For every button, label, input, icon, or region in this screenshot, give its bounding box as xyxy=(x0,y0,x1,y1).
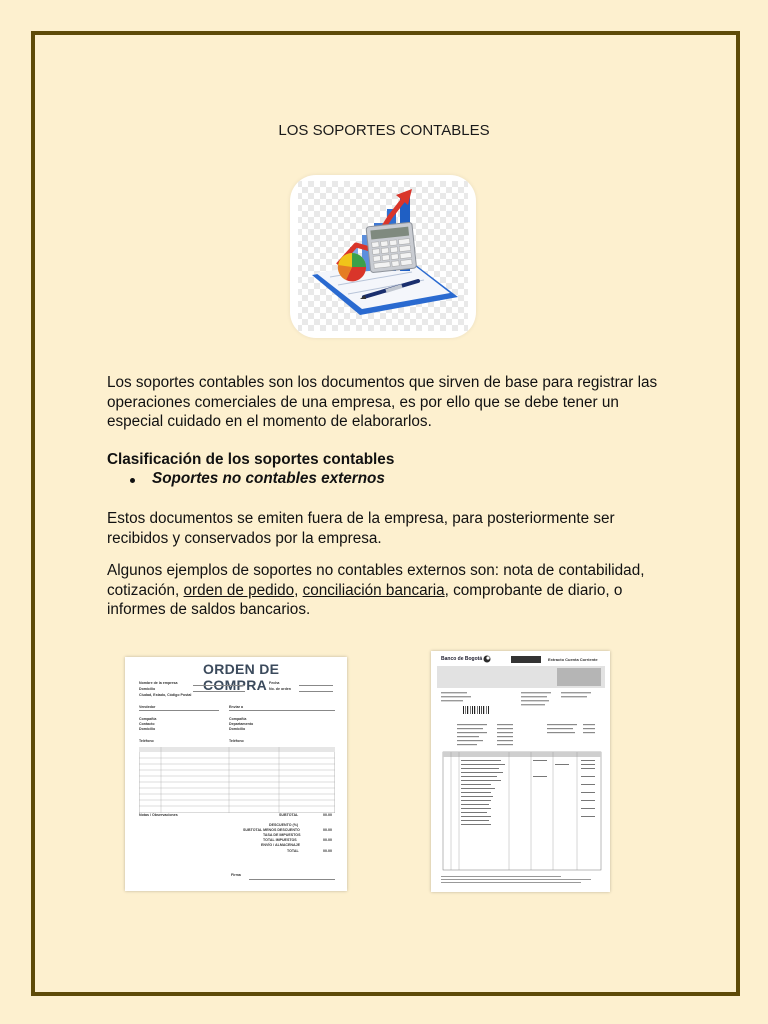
po-field-line xyxy=(229,710,335,711)
po-tax-rate: TASA DE IMPUESTOS xyxy=(263,833,301,837)
accounting-chart-icon xyxy=(290,175,476,338)
examples-paragraph xyxy=(107,561,667,620)
po-subtotal: SUBTOTAL xyxy=(279,813,299,817)
page-title: LOS SOPORTES CONTABLES xyxy=(278,122,490,139)
po-city: Ciudad, Estado, Código Postal xyxy=(139,693,192,697)
po-total-tax: TOTAL IMPUESTOS xyxy=(263,838,297,842)
po-phone: Teléfono xyxy=(139,739,154,743)
po-field-line xyxy=(193,691,245,692)
po-subtotal-value: 00.00 xyxy=(323,813,332,817)
po-shipping: ENVÍO / ALMACENAJE xyxy=(261,843,301,847)
purchase-order-title: ORDEN DE COMPRA xyxy=(203,661,280,693)
examples-text-end: , comprobante de diario, o informes de saldos bancarios. xyxy=(107,581,623,618)
classification-heading: Clasificación de los soportes contables xyxy=(107,451,395,468)
conciliacion-bancaria-link[interactable]: conciliación bancaria xyxy=(302,581,445,599)
intro-paragraph: Los soportes contables son los documentos que sirven de base para registrar las operaciones comerciales de una empresa, es por ello que se debe tener un especial cuidado en el momento de elaborarlos. xyxy=(107,374,658,430)
po-total-tax-value: 00.00 xyxy=(323,838,332,842)
examples-separator: , xyxy=(294,581,303,599)
po-item-table xyxy=(139,747,335,813)
bank-badge xyxy=(511,656,541,663)
po-company-ship: Compañía xyxy=(229,717,247,721)
po-discount: DESCUENTO (%) xyxy=(269,823,299,827)
examples-text-start: Algunos ejemplos de soportes no contables externos son: nota de contabilidad, cotización, xyxy=(107,562,645,599)
po-address-ship: Domicilio xyxy=(229,727,246,731)
po-company: Compañía xyxy=(139,717,157,721)
po-notes: Notas / Observaciones xyxy=(139,813,178,817)
po-field-line xyxy=(299,691,333,692)
po-subtotal-less: SUBTOTAL MENOS DESCUENTO xyxy=(243,828,300,832)
po-total-value: 00.00 xyxy=(323,849,332,853)
po-order-no: No. de orden xyxy=(269,687,291,691)
bank-logo-icon xyxy=(483,655,491,663)
po-signature-line xyxy=(249,879,335,880)
external-docs-paragraph: Estos documentos se emiten fuera de la empresa, para posteriormente ser recibidos y conservados por la empresa. xyxy=(107,510,615,547)
po-vendor: Vendedor xyxy=(139,705,156,709)
po-field-line xyxy=(139,710,219,711)
po-signature: Firma xyxy=(231,873,241,877)
bank-statement-image xyxy=(431,651,610,892)
bullet-dot xyxy=(130,478,135,483)
po-date: Fecha xyxy=(269,681,280,685)
po-department: Departamento xyxy=(229,722,254,726)
po-subtotal-less-value: 00.00 xyxy=(323,828,332,832)
po-total: TOTAL xyxy=(287,849,299,853)
bank-statement-body xyxy=(437,666,605,888)
po-company-name: Nombre de la empresa xyxy=(139,681,178,685)
po-contact: Contacto xyxy=(139,722,155,726)
bank-logo: Banco de Bogotá xyxy=(441,656,483,662)
accounting-illustration xyxy=(290,175,476,338)
po-ship-to: Enviar a xyxy=(229,705,243,709)
bullet-item: Soportes no contables externos xyxy=(152,470,385,487)
purchase-order-image xyxy=(125,657,347,891)
po-field-line xyxy=(193,685,245,686)
po-address: Domicilio xyxy=(139,687,156,691)
po-field-line xyxy=(299,685,333,686)
po-address2: Domicilio xyxy=(139,727,156,731)
bank-statement-heading: Extracto Cuenta Corriente xyxy=(548,657,598,662)
orden-de-pedido-link[interactable]: orden de pedido xyxy=(183,581,295,599)
po-phone-ship: Teléfono xyxy=(229,739,244,743)
